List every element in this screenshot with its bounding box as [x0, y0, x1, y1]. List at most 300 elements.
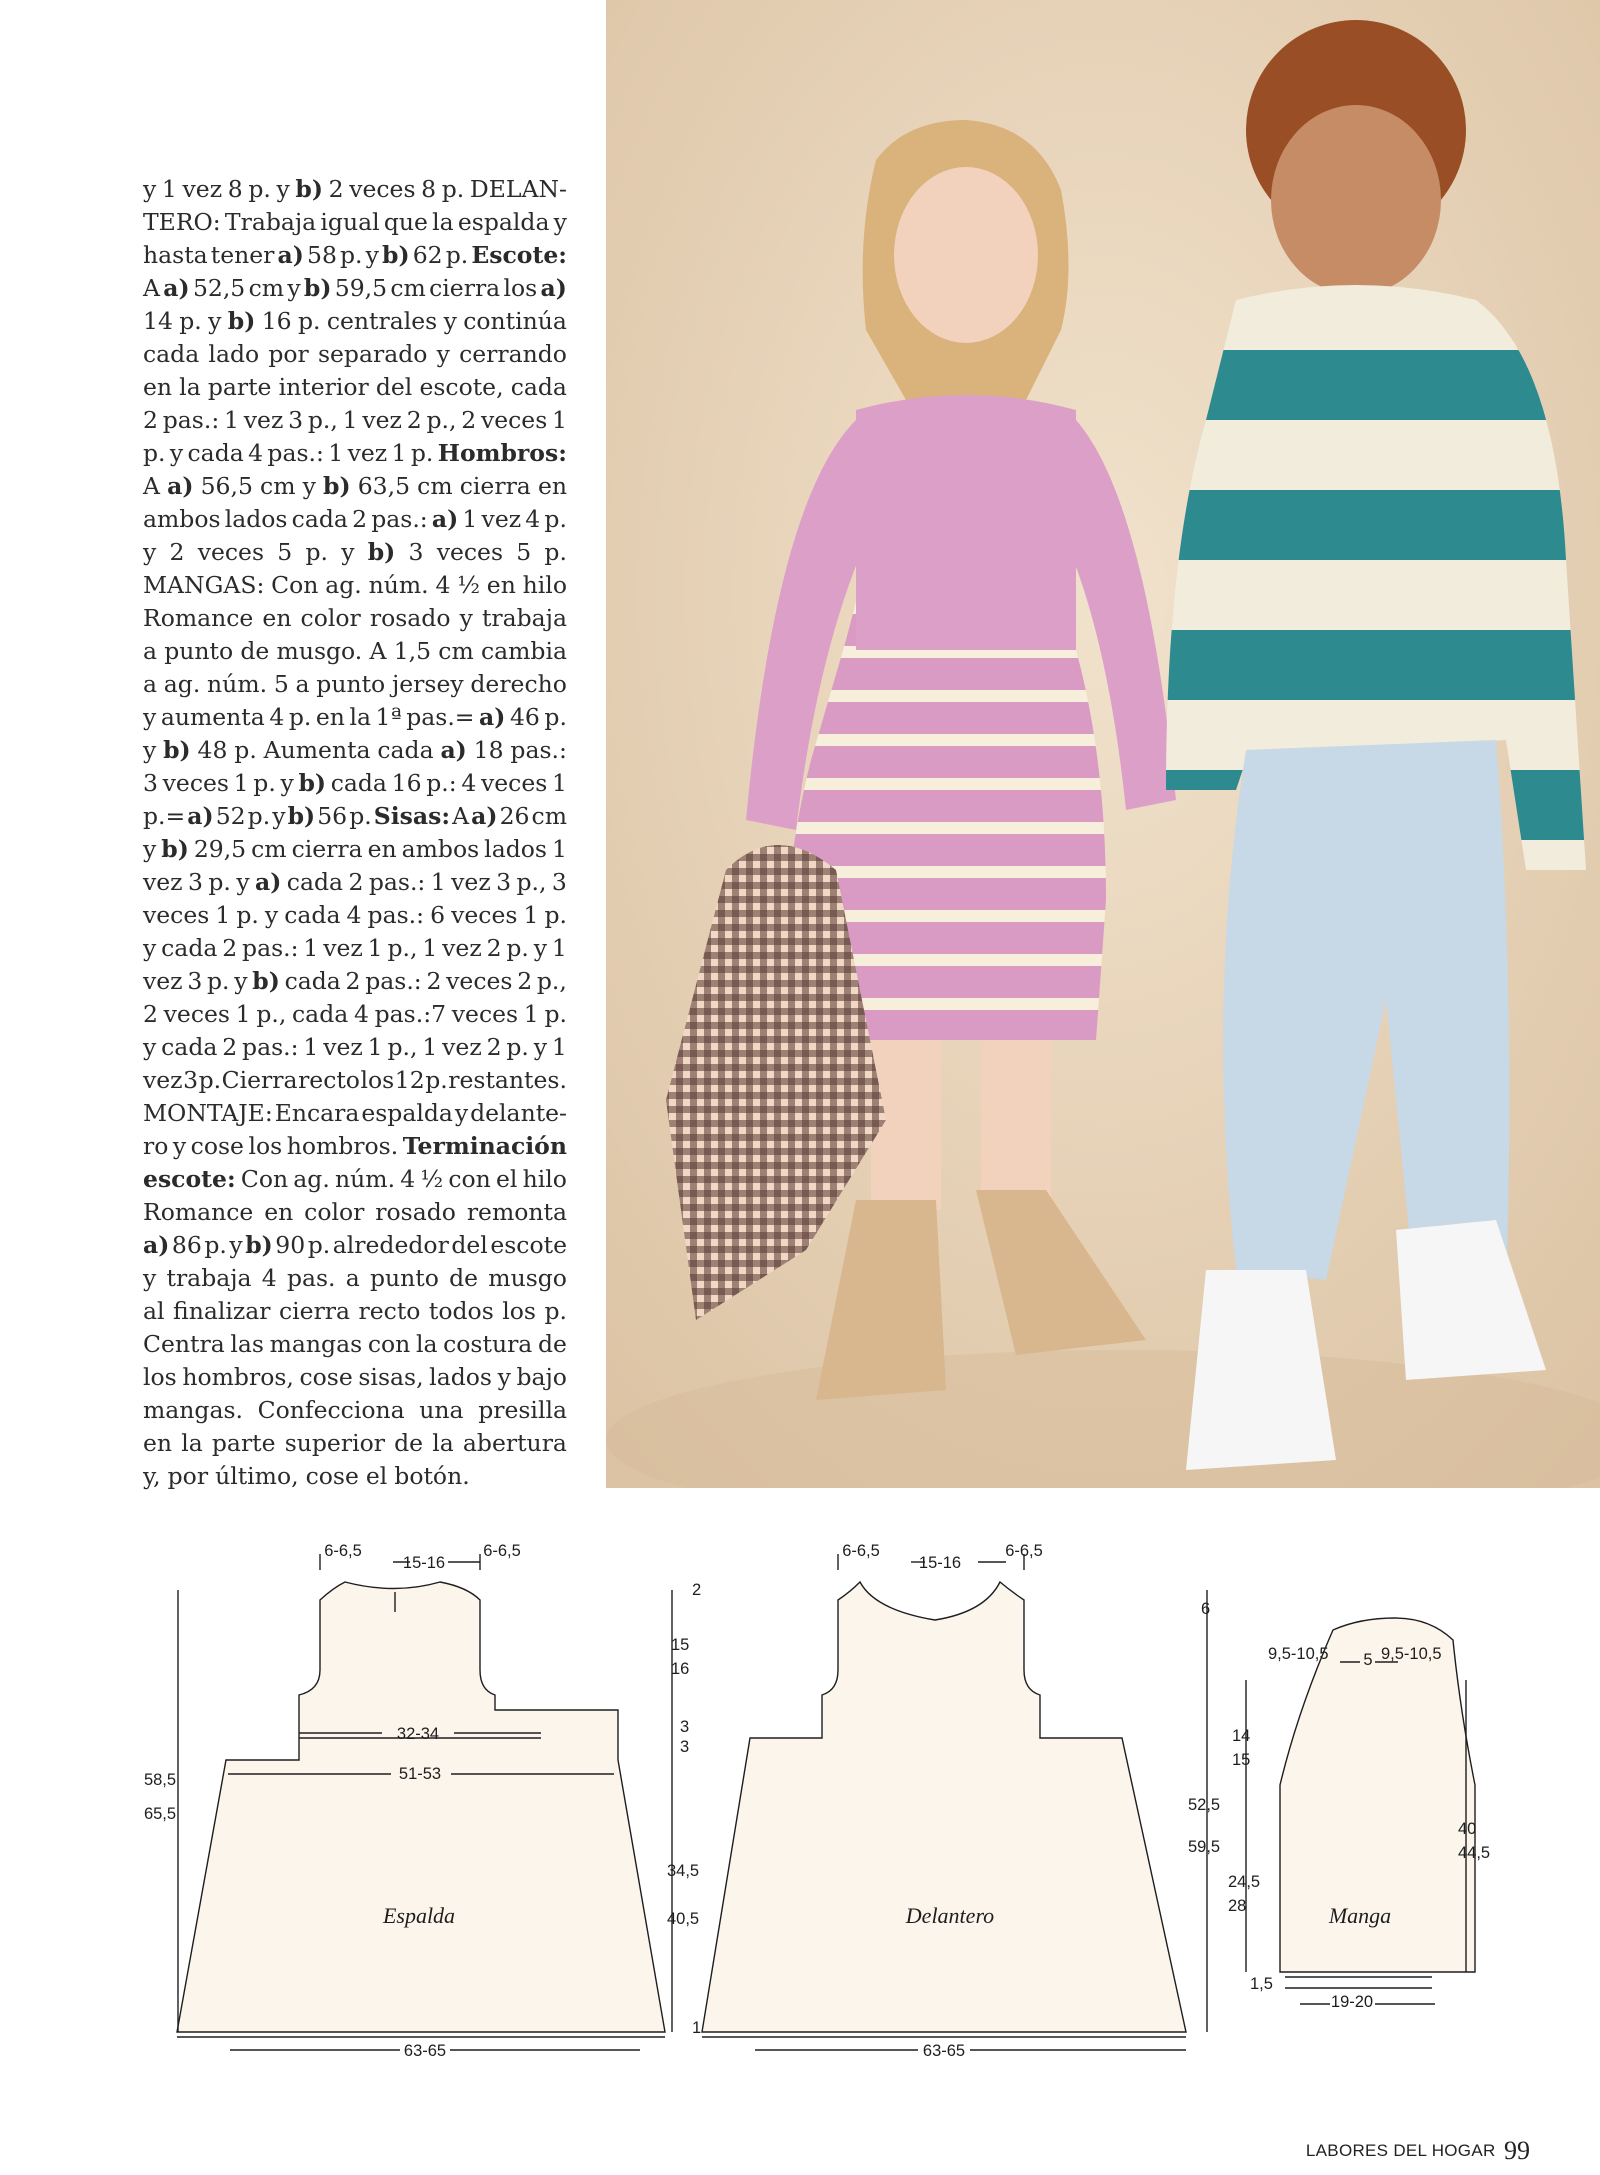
text-word: a) [255, 868, 282, 896]
text-word: sisas, [358, 1363, 424, 1391]
text-word: último, [215, 1462, 299, 1490]
text-word: 1 [523, 1000, 539, 1028]
text-word: veces [451, 1000, 519, 1028]
text-word: p. [288, 703, 312, 731]
text-word: y [272, 802, 286, 830]
text-word: punto [369, 1264, 439, 1292]
label-espalda-name: Espalda [382, 1903, 456, 1928]
text-word: vez [362, 406, 402, 434]
text-word: superior [284, 1429, 385, 1457]
text-word: veces [480, 406, 548, 434]
text-word: en [315, 703, 345, 731]
text-word: escote [490, 1231, 567, 1259]
text-line [143, 1295, 567, 1328]
text-word: trabaja [481, 604, 567, 632]
magazine-name: LABORES DEL HOGAR [1305, 2141, 1496, 2160]
text-word: 1 [161, 175, 177, 203]
text-word: parte [207, 373, 272, 401]
text-word: a) [540, 274, 567, 302]
text-word: remonta [466, 1198, 567, 1226]
text-word: Con [240, 1165, 289, 1193]
text-word: separado [317, 340, 428, 368]
text-word: Escote: [471, 241, 567, 269]
text-line [143, 1064, 567, 1097]
text-word: p., [516, 868, 547, 896]
label-delantero-yoke-b: 3 [680, 1738, 690, 1756]
text-word: por [167, 1462, 209, 1490]
page-number: 99 [1504, 2136, 1530, 2165]
text-word: interior [278, 373, 369, 401]
text-word: cada [291, 505, 348, 533]
text-word: la [349, 703, 371, 731]
text-word: veces [446, 967, 513, 995]
text-word: a) [277, 241, 304, 269]
text-word: cm [260, 472, 296, 500]
text-word: 59,5 [334, 274, 388, 302]
text-word: hilo [522, 1165, 567, 1193]
text-word: vez [323, 934, 363, 962]
text-word: y [302, 472, 316, 500]
text-word: del [375, 373, 413, 401]
text-word: pas.: [267, 439, 324, 467]
text-line [143, 1229, 567, 1262]
label-manga-sleeve-a: 24,5 [1228, 1873, 1261, 1891]
text-word: cose [299, 1363, 353, 1391]
text-word: botón. [394, 1462, 470, 1490]
label-manga-top-center: 5 [1363, 1651, 1373, 1669]
text-word: lado [208, 340, 260, 368]
text-word: veces [349, 175, 416, 203]
text-word: 26 [499, 802, 530, 830]
text-word: y [287, 274, 301, 302]
text-word: finalizar [173, 1297, 271, 1325]
text-word: cm [438, 637, 474, 665]
text-word: 1 [367, 1033, 383, 1061]
text-word: a) [431, 505, 459, 533]
label-manga-left-total-a: 6 [1201, 1600, 1211, 1618]
text-word: pas.: [162, 406, 220, 434]
text-word: p. [179, 307, 202, 335]
text-word: Sisas: [373, 802, 451, 830]
text-word: vez [143, 1066, 183, 1094]
text-line [143, 338, 567, 371]
text-word: cierra [429, 274, 501, 302]
text-word: pas.= [406, 703, 475, 731]
text-word: MONTAJE: [143, 1099, 273, 1127]
text-word: cada [377, 736, 434, 764]
text-word: pas.: [368, 868, 426, 896]
text-word: a [295, 670, 310, 698]
text-word: a) [163, 274, 190, 302]
text-word: hombros, [182, 1363, 294, 1391]
page-footer [1306, 2136, 1530, 2166]
text-word: cm [531, 802, 567, 830]
text-word: veces [162, 769, 229, 797]
text-word: b) [303, 274, 332, 302]
label-delantero-armhole-a: 15 [671, 1636, 690, 1654]
text-word: a [345, 1264, 360, 1292]
text-word: veces [436, 538, 503, 566]
text-word: p. [143, 439, 166, 467]
text-word: la [415, 1330, 438, 1358]
children-photo [606, 0, 1600, 1488]
text-word: vez [143, 967, 183, 995]
text-word: 1 [551, 934, 567, 962]
text-line [143, 635, 567, 668]
text-word: b) [287, 802, 316, 830]
text-word: lados [429, 1363, 492, 1391]
text-line [143, 767, 567, 800]
text-word: p. [207, 967, 230, 995]
text-word: y [436, 340, 450, 368]
text-word: 1 [422, 934, 438, 962]
text-word: al [143, 1297, 165, 1325]
text-word: p. [340, 241, 363, 269]
text-word: p. [297, 307, 321, 335]
label-espalda-height-b: 65,5 [143, 1805, 177, 1823]
text-word: los [502, 1297, 536, 1325]
text-word: aumenta [160, 703, 265, 731]
text-word: y, [143, 1462, 161, 1490]
text-word: 4 [435, 571, 451, 599]
label-delantero-yoke-a: 3 [680, 1718, 690, 1736]
text-word: 3 [188, 868, 203, 896]
text-word: una [419, 1396, 464, 1424]
label-delantero-skirt-a: 34,5 [667, 1862, 700, 1880]
text-word: p. [544, 538, 567, 566]
text-word: pas.: [367, 901, 425, 929]
text-word: 4 [346, 901, 362, 929]
label-manga-name: Manga [1328, 1903, 1392, 1928]
text-word: 2 [169, 538, 185, 566]
text-word: color [304, 1198, 365, 1226]
text-word: p. [544, 703, 567, 731]
text-word: b) [252, 967, 280, 995]
text-word: Hombros: [437, 439, 567, 467]
text-word: b) [295, 175, 323, 203]
instructions-text [143, 173, 567, 1493]
text-word: 1 [422, 1033, 438, 1061]
text-word: b) [245, 1231, 273, 1259]
text-word: hombros. [286, 1132, 399, 1160]
text-word: A [369, 637, 387, 665]
text-word: 5 [516, 538, 532, 566]
text-word: b) [163, 736, 191, 764]
text-word: 1 [303, 1033, 319, 1061]
text-word: de [449, 1264, 479, 1292]
text-word: y [169, 439, 184, 467]
text-word: 3 [496, 868, 512, 896]
text-word: 3 [288, 406, 304, 434]
text-word: 2 [517, 967, 533, 995]
text-word: cierra [278, 1297, 351, 1325]
text-word: Aumenta [263, 736, 371, 764]
text-word: ambos [401, 835, 480, 863]
text-word: 1 [342, 406, 358, 434]
text-word: pas.: [242, 1033, 299, 1061]
text-word: la [179, 373, 201, 401]
text-line [143, 1394, 567, 1427]
text-word: ambos [143, 505, 221, 533]
text-word: vez [442, 934, 482, 962]
text-word: en [367, 835, 397, 863]
label-manga-total-a: 40 [1458, 1820, 1477, 1838]
text-word: p. [544, 505, 567, 533]
text-word: 14 [143, 307, 173, 335]
text-word: 1 [215, 901, 231, 929]
text-word: delante- [470, 1099, 567, 1127]
label-espalda-width-upper: 32-34 [396, 1725, 440, 1743]
text-word: p. [506, 934, 529, 962]
text-line [143, 800, 567, 833]
text-line [143, 305, 567, 338]
text-word: la [181, 1429, 203, 1457]
text-word: núm. [368, 571, 429, 599]
label-manga-top-right: 9,5-10,5 [1381, 1645, 1442, 1663]
text-word: pas.: [242, 934, 299, 962]
text-word: hilo [522, 571, 567, 599]
text-word: y [276, 175, 290, 203]
label-manga-total-b: 44,5 [1458, 1844, 1491, 1862]
text-word: Confecciona [257, 1396, 405, 1424]
text-word: p., [307, 406, 338, 434]
text-line [143, 1031, 567, 1064]
text-word: en [486, 571, 516, 599]
text-line [143, 1361, 567, 1394]
text-word: 52 [215, 802, 246, 830]
text-word: punto [316, 670, 386, 698]
text-word: 8 [227, 175, 243, 203]
text-word: 1 [462, 505, 478, 533]
text-word: 2 [328, 175, 344, 203]
text-word: alrededor [332, 1231, 449, 1259]
text-word: veces [197, 538, 265, 566]
text-word: A [452, 802, 470, 830]
text-word: p. [307, 1231, 331, 1259]
text-word: 1 [552, 406, 567, 434]
label-delantero-skirt-b: 40,5 [667, 1910, 700, 1928]
text-word: 12 [394, 1066, 425, 1094]
text-word: y [143, 736, 157, 764]
text-word: por [268, 340, 309, 368]
text-word: lados [484, 835, 547, 863]
label-manga-left-total-c: 59,5 [1188, 1838, 1221, 1856]
text-word: espalda [457, 208, 550, 236]
text-word: p. [441, 175, 465, 203]
text-word: los [503, 274, 538, 302]
text-word: y [454, 1099, 469, 1127]
text-word: ag. [163, 670, 201, 698]
text-word: a) [187, 802, 214, 830]
text-word: ag. [325, 571, 362, 599]
delantero-diagram [702, 1582, 1186, 2037]
label-delantero-shoulder-right: 6-6,5 [1005, 1542, 1043, 1560]
text-word: 90 [275, 1231, 306, 1259]
text-line [143, 503, 567, 536]
text-word: p., [256, 1000, 287, 1028]
text-line [143, 404, 567, 437]
text-word: en [143, 1429, 173, 1457]
text-word: b) [382, 241, 410, 269]
text-word: y [533, 1033, 548, 1061]
text-word: ag. [293, 1165, 330, 1193]
text-word: recto [298, 1066, 360, 1094]
text-word: veces [163, 1000, 230, 1028]
text-word: b) [298, 769, 327, 797]
text-word: 1 [430, 868, 446, 896]
text-word: las [230, 1330, 264, 1358]
text-word: p., [426, 406, 457, 434]
label-delantero-shoulder-left: 6-6,5 [842, 1542, 880, 1560]
text-word: 1 [233, 769, 249, 797]
text-word: veces [480, 769, 548, 797]
text-line [143, 173, 567, 206]
text-word: cada [330, 769, 387, 797]
schematics [0, 1530, 1600, 2070]
label-espalda-width-bottom: 63-65 [403, 2042, 447, 2060]
text-word: ½ [457, 571, 480, 599]
text-word: hasta [143, 241, 208, 269]
text-line [143, 899, 567, 932]
text-word: y [280, 769, 294, 797]
text-word: jersey [391, 670, 464, 698]
text-word: 1 [367, 934, 383, 962]
text-word: rosado [375, 1198, 456, 1226]
text-word: p. [410, 439, 434, 467]
text-word: 3 [187, 967, 203, 995]
text-word: Romance [143, 604, 254, 632]
label-manga-cap-a: 14 [1232, 1727, 1251, 1745]
text-word: cm [251, 835, 287, 863]
text-word: y [143, 175, 157, 203]
text-word: 2 [222, 934, 238, 962]
text-line [143, 602, 567, 635]
text-word: pas.:7 [374, 1000, 447, 1028]
label-delantero-hem: 1 [692, 2019, 702, 2037]
label-delantero-armhole-b: 16 [671, 1660, 690, 1678]
text-word: restantes. [448, 1066, 567, 1094]
text-word: a) [479, 703, 506, 731]
text-line [143, 1427, 567, 1460]
text-word: MANGAS: [143, 571, 265, 599]
text-word: p. [234, 736, 257, 764]
text-line [143, 206, 567, 239]
text-word: 1 [303, 934, 319, 962]
text-word: 16 [391, 769, 422, 797]
text-word: 62 [412, 241, 443, 269]
text-word: trabaja [166, 1264, 252, 1292]
text-word: p., [387, 934, 418, 962]
text-word: pas. [286, 1264, 336, 1292]
text-word: núm. [207, 670, 268, 698]
text-word: Centra [143, 1330, 225, 1358]
text-word: 4 [248, 439, 264, 467]
text-word: y [236, 868, 250, 896]
text-word: con [367, 1330, 411, 1358]
text-word: y [143, 835, 157, 863]
text-word: cierra [291, 835, 363, 863]
text-word: mangas [269, 1330, 363, 1358]
text-word: costura [443, 1330, 533, 1358]
text-word: vez [323, 1033, 363, 1061]
text-word: y [459, 604, 473, 632]
text-word: p. [506, 1033, 529, 1061]
label-delantero-neck-drop: 2 [692, 1581, 702, 1599]
text-word: recto [358, 1297, 421, 1325]
text-line [143, 701, 567, 734]
text-word: p.: [426, 769, 457, 797]
text-word: Terminación [402, 1132, 567, 1160]
text-word: p. [208, 868, 231, 896]
text-word: la [432, 1429, 454, 1457]
text-word: cose [190, 1132, 244, 1160]
text-word: y [553, 208, 567, 236]
text-word: 18 [473, 736, 504, 764]
text-word: del [451, 1231, 488, 1259]
text-word: cm [248, 274, 285, 302]
text-line [143, 1328, 567, 1361]
text-word: 29,5 [193, 835, 247, 863]
text-word: que [383, 208, 428, 236]
text-word: 4 [400, 1165, 416, 1193]
text-word: el [495, 1165, 518, 1193]
text-word: abertura [462, 1429, 567, 1457]
text-word: vez [481, 505, 522, 533]
text-line [143, 1262, 567, 1295]
text-word: y [143, 703, 157, 731]
text-word: de [240, 637, 270, 665]
text-word: cada [143, 340, 200, 368]
text-word: cerrando [459, 340, 567, 368]
text-word: y [234, 967, 248, 995]
text-word: DELAN- [469, 175, 567, 203]
text-word: 46 [509, 703, 540, 731]
text-word: p., [387, 1033, 418, 1061]
text-word: 5 [277, 538, 293, 566]
text-word: a) [167, 472, 194, 500]
text-word: cada [187, 439, 244, 467]
text-word: igual [320, 208, 380, 236]
text-word: ro [143, 1132, 169, 1160]
text-word: 3 [183, 1066, 199, 1094]
text-word: b) [323, 472, 351, 500]
text-word: p. [349, 802, 372, 830]
text-word: p. [248, 175, 271, 203]
text-word: cada [284, 967, 341, 995]
text-word: 3 [143, 769, 158, 797]
text-line [143, 1460, 567, 1493]
label-delantero-name: Delantero [905, 1903, 995, 1928]
text-word: A [143, 274, 160, 302]
text-word: y [365, 241, 379, 269]
text-word: 58 [307, 241, 337, 269]
text-line [143, 965, 567, 998]
text-word: 4 [525, 505, 541, 533]
text-word: en [264, 1198, 294, 1226]
text-word: Trabaja [224, 208, 317, 236]
text-word: Cierra [221, 1066, 298, 1094]
text-word: 2 [486, 1033, 502, 1061]
text-word: en [537, 472, 567, 500]
text-line [143, 569, 567, 602]
text-line [143, 668, 567, 701]
text-word: 2 [348, 868, 364, 896]
label-espalda-shoulder-left: 6-6,5 [324, 1542, 362, 1560]
text-word: TERO: [143, 208, 221, 236]
text-word: tener [210, 241, 275, 269]
text-word: en [262, 604, 292, 632]
text-word: 4 [269, 703, 285, 731]
